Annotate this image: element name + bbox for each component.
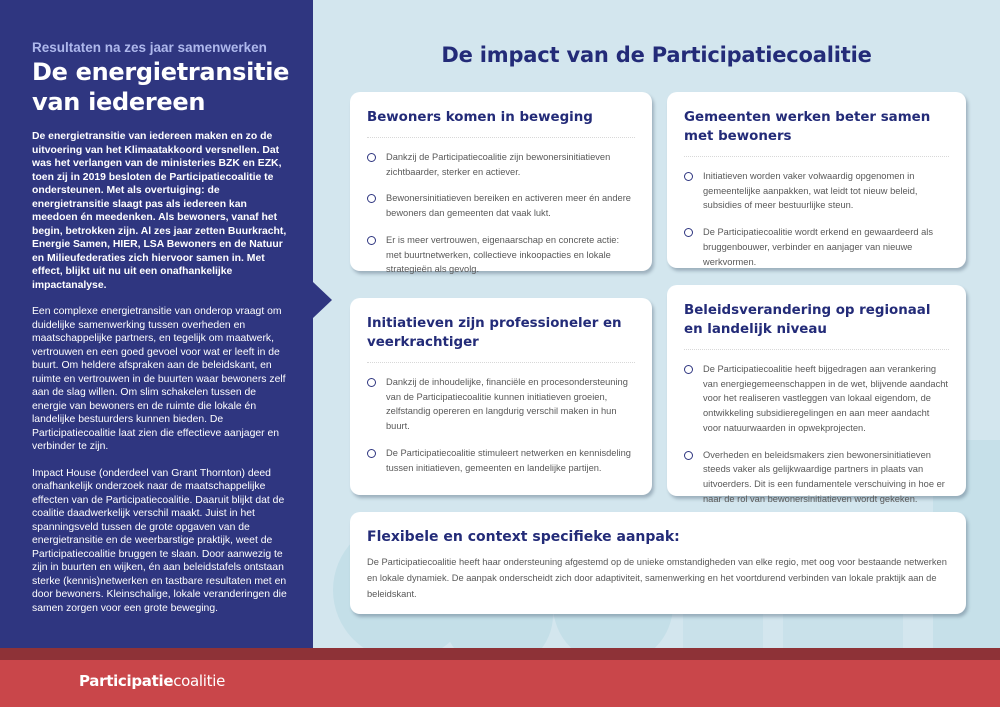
bullet-item: Initiatieven worden vaker volwaardig opgenomen in gemeentelijke aanpakken, wat leidt tot nieuw beleid, subsidies of meer bestuurlijke steun. (684, 169, 949, 213)
card-title: Bewoners komen in beweging (367, 108, 635, 138)
bullet-item: Dankzij de inhoudelijke, financiële en procesondersteuning van de Participatiecoalitie kunnen initiatieven groeien, zelfstandig opereren en langdurig verschil maken in hun buurt. (367, 375, 635, 434)
card-title: Initiatieven zijn professioneler en veerkrachtiger (367, 314, 635, 363)
bullet-list (367, 150, 635, 277)
logo-light-part: coalitie (173, 672, 226, 690)
bullet-list (684, 362, 949, 506)
bullet-item: Bewonersinitiatieven bereiken en activeren meer én andere bewoners dan gemeenten dat vaak lukt. (367, 191, 635, 220)
kicker: Resultaten na zes jaar samenwerken (32, 40, 267, 55)
bullet-item: Dankzij de Participatiecoalitie zijn bewonersinitiatieven zichtbaarder, sterker en actiever. (367, 150, 635, 179)
footer (0, 660, 1000, 707)
card-gemeenten (667, 92, 966, 268)
left-panel (0, 0, 313, 648)
bullet-item: De Participatiecoalitie wordt erkend en gewaardeerd als bruggenbouwer, verbinder en aanjager van nieuwe werkvormen. (684, 225, 949, 269)
card-text: De Participatiecoalitie heeft haar ondersteuning afgestemd op de unieke omstandigheden van elke regio, met oog voor bestaande netwerken en lokale dynamiek. De aanpak onderscheidt zich door adaptiviteit, samenwerking en het voortdurend verbinden van lokale praktijk aan de beleidskant. (367, 557, 947, 599)
bullet-item: Overheden en beleidsmakers zien bewonersinitiatieven steeds vaker als gelijkwaardige partners in plaats van uitvoerders. Dit is een fundamentele verschuiving in hoe er naar de rol van bewonersinitiatieven wordt gekeken. (684, 448, 949, 507)
footer-strip (0, 648, 1000, 660)
arrow-pointer (313, 282, 332, 318)
bullet-item: De Participatiecoalitie stimuleert netwerken en kennisdeling tussen initiatieven, gemeenten en landelijke partijen. (367, 446, 635, 475)
bullet-item: Er is meer vertrouwen, eigenaarschap en concrete actie: met buurtnetwerken, collectieve inkoopacties en lokale strategieën als gevolg. (367, 233, 635, 277)
bullet-item: De Participatiecoalitie heeft bijgedragen aan verankering van energiegemeenschappen in de wet, blijvende aandacht voor het realiseren vastleggen van lokaal eigendom, de ontwikkeling subsidieregelingen en aan meer aandacht voor natuurwaarden in opwekprojecten. (684, 362, 949, 436)
main-title: De energietransitie van iedereen (32, 58, 290, 116)
card-title: Gemeenten werken beter samen met bewoners (684, 108, 949, 157)
card-initiatieven (350, 298, 652, 495)
card-beleid (667, 285, 966, 504)
card-title: Beleidsverandering op regionaal en landelijk niveau (684, 301, 949, 350)
intro-paragraph: De energietransitie van iedereen maken en zo de uitvoering van het Klimaatakkoord versnellen. Dat was het verlangen van de ministeries BZK en EZK, toen zij in 2019 besloten de Participatiecoalitie te ondersteunen. Met als overtuiging: de energietransitie slaagt pas als iedereen kan meedoen én meedenken. Als bewoners, vanaf het begin, betrokken zijn. Al zes jaar zetten Buurkracht, Energie Samen, HIER, LSA Bewoners en de Natuur en Milieufederaties zich hiervoor samen in. Met effect, blijkt uit nu uit een onafhankelijke impactanalyse. (32, 131, 287, 291)
body-paragraph: Een complexe energietransitie van onderop vraagt om duidelijke samenwerking tussen overheden en maatschappelijke partners, en tegelijk om maatwerk, vertrouwen en een goed gevoel voor wat er leeft in de buurt. Om heldere afspraken aan de beleidskant, en ruimte en vertrouwen in de buurten waar bewoners zelf aan de slag willen. Om slim schakelen tussen de energie van bewoners en de ruimte die lokale én landelijke bestuurders kunnen bieden. De Participatiecoalitie laat zien die effectieve aanjager en verbinder te zijn. (32, 306, 286, 452)
page-heading: De impact van de Participatiecoalitie (441, 43, 872, 67)
bullet-list (367, 375, 635, 475)
body-paragraph: Impact House (onderdeel van Grant Thornton) deed onafhankelijk onderzoek naar de maatschappelijke effecten van de Participatiecoalitie. Daaruit blijkt dat de coalitie daadwerkelijk verschil maakt. Juist in het spanningsveld tussen de grote opgaven van de energietransitie en de weerbarstige praktijk, weet de Participatiecoalitie bruggen te slaan. Door aanwezig te zijn in buurten en wijken, én aan beleidstafels ontstaan sterke (kennis)netwerken en tastbare resultaten met en door bewoners. Kleinschalige, lokale veranderingen die samen zorgen voor een grote beweging. (32, 467, 287, 614)
card-bewoners (350, 92, 652, 275)
logo-bold-part: Participatie (79, 672, 174, 690)
bullet-list (684, 169, 949, 269)
card-title: Flexibele en context specifieke aanpak: (367, 529, 680, 545)
participatiecoalitie-logo (79, 672, 225, 690)
card-flexibele-aanpak (350, 512, 966, 614)
